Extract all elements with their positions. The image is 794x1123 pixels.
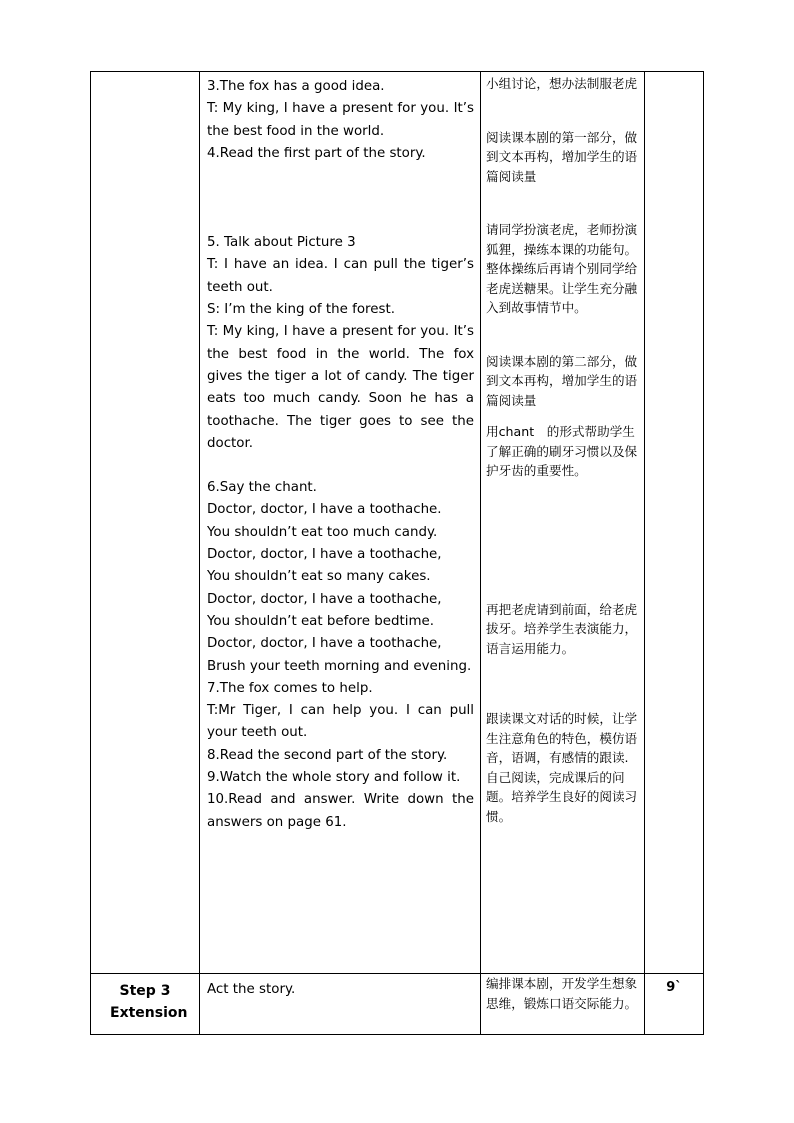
process-line: T: I have an idea. I can pull the tiger’s teeth out.	[207, 257, 474, 295]
process-line: 4.Read the first part of the story.	[207, 145, 426, 161]
process-line: Doctor, doctor, I have a toothache,	[207, 547, 442, 563]
process-line: 5. Talk about Picture 3	[207, 235, 356, 251]
process-cell	[200, 974, 481, 1035]
note-text: 小组讨论，想办法制服老虎	[486, 76, 638, 91]
process-line: Doctor, doctor, I have a toothache,	[207, 636, 442, 652]
step-cell	[91, 72, 200, 974]
process-line: Brush your teeth morning and evening.	[207, 658, 472, 674]
step-cell	[91, 974, 200, 1035]
notes-cell	[481, 974, 645, 1035]
process-line: 6.Say the chant.	[207, 480, 317, 496]
note-text: 编排课本剧，开发学生想象思维，锻炼口语交际能力。	[486, 976, 638, 1011]
process-line: T: My king, I have a present for you. It’s the best food in the world. The fox gives the tiger a lot of candy. The tiger eats too much candy. Soon he has a toothache. The tiger goes to see the doctor.	[207, 324, 474, 451]
notes-cell	[481, 72, 645, 974]
process-line: 8.Read the second part of the story.	[207, 747, 448, 763]
process-line: Doctor, doctor, I have a toothache,	[207, 591, 442, 607]
note-text: 请同学扮演老虎，老师扮演狐狸，操练本课的功能句。整体操练后再请个别同学给老虎送糖果。让学生充分融入到故事情节中。	[486, 222, 638, 315]
process-line: 9.Watch the whole story and follow it.	[207, 770, 461, 786]
note-text: 再把老虎请到前面，给老虎拔牙。培养学生表演能力，语言运用能力。	[486, 601, 638, 656]
note-text: 自己阅读，完成课后的问题。培养学生良好的阅读习惯。	[486, 769, 638, 824]
process-line: 10.Read and answer. Write down the answers on page 61.	[207, 792, 474, 830]
process-cell	[200, 72, 481, 974]
process-line: 3.The fox has a good idea.	[207, 79, 385, 94]
process-line: 7.The fox comes to help.	[207, 680, 373, 696]
process-line: T: My king, I have a present for you. It’s the best food in the world.	[207, 101, 474, 139]
process-line: T:Mr Tiger, I can help you. I can pull your teeth out.	[207, 703, 474, 741]
note-text: 阅读课本剧的第一部分，做到文本再构，增加学生的语篇阅读量	[486, 129, 638, 184]
process-line: You shouldn’t eat too much candy.	[207, 524, 438, 540]
process-line: You shouldn’t eat before bedtime.	[207, 613, 434, 629]
lesson-plan-table	[90, 71, 704, 1035]
table-row	[91, 974, 704, 1035]
process-line: Doctor, doctor, I have a toothache.	[207, 502, 442, 518]
note-text: 用chant 的形式帮助学生了解正确的刷牙习惯以及保护牙齿的重要性。	[486, 424, 638, 478]
process-line: S: I’m the king of the forest.	[207, 302, 395, 318]
time-cell	[645, 72, 704, 974]
process-line: You shouldn’t eat so many cakes.	[207, 569, 431, 585]
note-text: 跟读课文对话的时候，让学生注意角色的特色，模仿语音，语调，有感情的跟读.	[486, 711, 638, 765]
time-cell: 9`	[645, 974, 704, 1035]
note-text: 阅读课本剧的第二部分，做到文本再构，增加学生的语篇阅读量	[486, 353, 638, 408]
table-row	[91, 72, 704, 974]
process-line: Act the story.	[207, 982, 296, 997]
step-label: Step 3 Extension	[110, 983, 188, 1021]
